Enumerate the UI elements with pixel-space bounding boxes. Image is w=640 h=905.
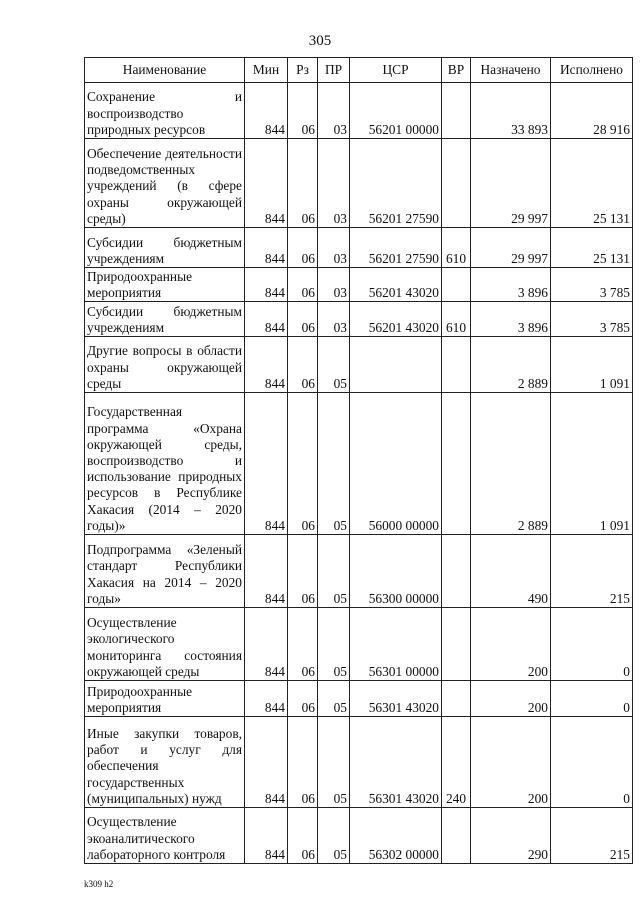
table-row — [85, 228, 633, 268]
row-assigned: 200 — [471, 608, 551, 681]
row-rz: 06 — [288, 535, 318, 608]
row-assigned: 29 997 — [471, 228, 551, 268]
row-vr — [442, 393, 471, 535]
row-rz: 06 — [288, 681, 318, 717]
row-executed: 1 091 — [551, 337, 633, 393]
table-row — [85, 608, 633, 681]
row-assigned: 200 — [471, 717, 551, 808]
row-csr: 56301 43020 — [350, 681, 442, 717]
row-name: Субсидии бюджетным учреждениям — [85, 228, 245, 268]
row-executed: 0 — [551, 681, 633, 717]
table-header-row — [85, 58, 633, 83]
row-name: Государственная программа «Охрана окружающей среды, воспроизводство и использование природных ресурсов в Республике Хакасия (2014 – 2020 годы)» — [85, 393, 245, 535]
row-pr: 03 — [318, 302, 350, 337]
row-rz: 06 — [288, 808, 318, 864]
row-min: 844 — [245, 717, 288, 808]
row-vr — [442, 808, 471, 864]
row-executed: 25 131 — [551, 228, 633, 268]
header-min: Мин — [245, 58, 288, 83]
row-csr: 56201 00000 — [350, 83, 442, 139]
row-vr: 240 — [442, 717, 471, 808]
row-assigned: 2 889 — [471, 337, 551, 393]
page-number: 305 — [308, 33, 332, 49]
row-pr: 05 — [318, 681, 350, 717]
row-min: 844 — [245, 808, 288, 864]
row-name: Иные закупки товаров, работ и услуг для обеспечения государственных (муниципальных) нужд — [85, 717, 245, 808]
row-rz: 06 — [288, 337, 318, 393]
row-csr: 56201 43020 — [350, 302, 442, 337]
row-rz: 06 — [288, 393, 318, 535]
row-vr — [442, 139, 471, 228]
row-vr: 610 — [442, 302, 471, 337]
header-rz: Рз — [288, 58, 318, 83]
row-min: 844 — [245, 302, 288, 337]
row-rz: 06 — [288, 83, 318, 139]
table-row — [85, 139, 633, 228]
footer-code: k309 h2 — [84, 879, 114, 889]
row-pr: 05 — [318, 535, 350, 608]
header-assigned: Назначено — [471, 58, 551, 83]
row-rz: 06 — [288, 717, 318, 808]
row-assigned: 3 896 — [471, 268, 551, 302]
header-name: Наименование — [85, 58, 245, 83]
row-executed: 0 — [551, 608, 633, 681]
table-row — [85, 302, 633, 337]
row-pr: 03 — [318, 268, 350, 302]
row-name: Субсидии бюджетным учреждениям — [85, 302, 245, 337]
row-vr — [442, 681, 471, 717]
table-row — [85, 83, 633, 139]
row-assigned: 200 — [471, 681, 551, 717]
row-executed: 1 091 — [551, 393, 633, 535]
row-assigned: 490 — [471, 535, 551, 608]
row-vr — [442, 268, 471, 302]
row-min: 844 — [245, 535, 288, 608]
row-pr: 03 — [318, 83, 350, 139]
table-row — [85, 393, 633, 535]
row-csr: 56301 00000 — [350, 608, 442, 681]
row-vr — [442, 83, 471, 139]
table-row — [85, 808, 633, 864]
row-name: Осуществление экологического мониторинга состояния окружающей среды — [85, 608, 245, 681]
row-rz: 06 — [288, 302, 318, 337]
header-vr: ВР — [442, 58, 471, 83]
row-vr — [442, 535, 471, 608]
row-csr: 56201 27590 — [350, 228, 442, 268]
row-executed: 0 — [551, 717, 633, 808]
row-pr: 03 — [318, 228, 350, 268]
row-min: 844 — [245, 393, 288, 535]
row-pr: 05 — [318, 337, 350, 393]
row-assigned: 290 — [471, 808, 551, 864]
row-executed: 215 — [551, 808, 633, 864]
row-csr: 56302 00000 — [350, 808, 442, 864]
row-pr: 05 — [318, 808, 350, 864]
row-vr — [442, 608, 471, 681]
row-executed: 3 785 — [551, 268, 633, 302]
row-min: 844 — [245, 681, 288, 717]
row-min: 844 — [245, 228, 288, 268]
row-executed: 3 785 — [551, 302, 633, 337]
row-executed: 28 916 — [551, 83, 633, 139]
row-pr: 05 — [318, 393, 350, 535]
row-pr: 05 — [318, 717, 350, 808]
table-row — [85, 337, 633, 393]
row-name: Природоохранные мероприятия — [85, 681, 245, 717]
header-pr: ПР — [318, 58, 350, 83]
row-min: 844 — [245, 608, 288, 681]
row-rz: 06 — [288, 608, 318, 681]
row-vr — [442, 337, 471, 393]
row-name: Природоохранные мероприятия — [85, 268, 245, 302]
row-rz: 06 — [288, 228, 318, 268]
table-row — [85, 681, 633, 717]
row-csr: 56000 00000 — [350, 393, 442, 535]
row-name: Подпрограмма «Зеленый стандарт Республики Хакасия на 2014 – 2020 годы» — [85, 535, 245, 608]
row-rz: 06 — [288, 139, 318, 228]
row-name: Другие вопросы в области охраны окружающей среды — [85, 337, 245, 393]
row-assigned: 33 893 — [471, 83, 551, 139]
row-csr — [350, 337, 442, 393]
table-row — [85, 268, 633, 302]
row-csr: 56201 27590 — [350, 139, 442, 228]
table-row — [85, 535, 633, 608]
table-row — [85, 717, 633, 808]
row-rz: 06 — [288, 268, 318, 302]
row-assigned: 2 889 — [471, 393, 551, 535]
row-name: Осуществление экоаналитического лабораторного контроля — [85, 808, 245, 864]
row-executed: 215 — [551, 535, 633, 608]
row-pr: 03 — [318, 139, 350, 228]
budget-table — [84, 57, 633, 864]
row-min: 844 — [245, 268, 288, 302]
row-csr: 56301 43020 — [350, 717, 442, 808]
row-assigned: 29 997 — [471, 139, 551, 228]
row-pr: 05 — [318, 608, 350, 681]
header-executed: Исполнено — [551, 58, 633, 83]
row-name: Сохранение и воспроизводство природных ресурсов — [85, 83, 245, 139]
row-name: Обеспечение деятельности подведомственных учреждений (в сфере охраны окружающей среды) — [85, 139, 245, 228]
header-csr: ЦСР — [350, 58, 442, 83]
row-executed: 25 131 — [551, 139, 633, 228]
row-vr: 610 — [442, 228, 471, 268]
row-min: 844 — [245, 139, 288, 228]
row-min: 844 — [245, 83, 288, 139]
row-csr: 56201 43020 — [350, 268, 442, 302]
row-assigned: 3 896 — [471, 302, 551, 337]
row-csr: 56300 00000 — [350, 535, 442, 608]
row-min: 844 — [245, 337, 288, 393]
